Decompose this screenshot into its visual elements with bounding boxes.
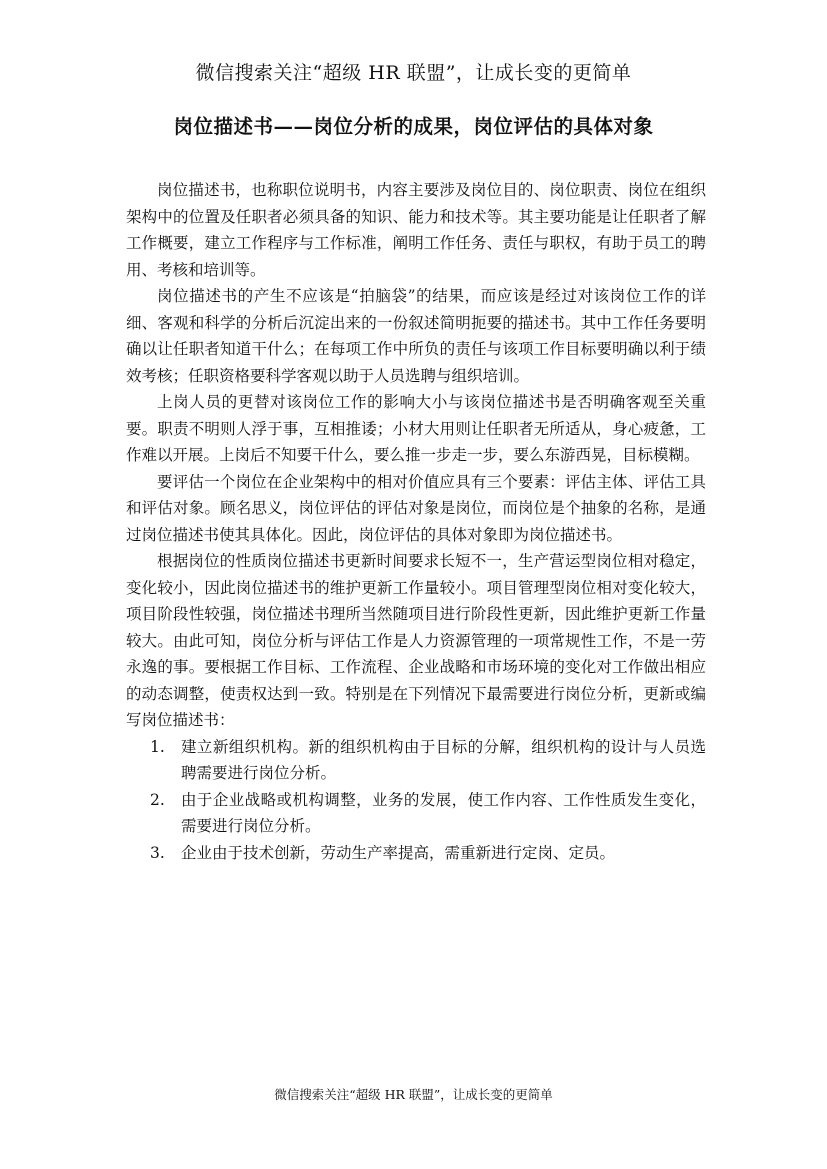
list-item [126,840,706,867]
article-body [126,177,706,866]
page-header: 微信搜索关注“超级 HR 联盟”，让成长变的更简单 [195,62,632,84]
list-item-number: 3. [150,843,165,862]
paragraph: 根据岗位的性质岗位描述书更新时间要求长短不一，生产营运型岗位相对稳定，变化较小，因此岗位描述书的维护更新工作量较小。项目管理型岗位相对变化较大，项目阶段性较强，岗位描述书理所当然随项目进行阶段性更新，因此维护更新工作量较大。由此可知，岗位分析与评估工作是人力资源管理的一项常规性工作，不是一劳永逸的事。要根据工作目标、工作流程、企业战略和市场环境的变化对工作做出相应的动态调整，使责权达到一致。特别是在下列情况下最需要进行岗位分析，更新或编写岗位描述书： [126,552,706,729]
paragraph: 岗位描述书，也称职位说明书，内容主要涉及岗位目的、岗位职责、岗位在组织架构中的位置及任职者必须具备的知识、能力和技术等。其主要功能是让任职者了解工作概要，建立工作程序与工作标准，阐明工作任务、责任与职权，有助于员工的聘用、考核和培训等。 [126,181,706,279]
paragraph: 要评估一个岗位在企业架构中的相对价值应具有三个要素：评估主体、评估工具和评估对象。顾名思义，岗位评估的评估对象是岗位，而岗位是个抽象的名称，是通过岗位描述书使其具体化。因此，岗位评估的具体对象即为岗位描述书。 [126,472,706,544]
list-item-text: 企业由于技术创新，劳动生产率提高，需重新进行定岗、定员。 [181,843,616,862]
list-item [126,734,706,787]
article-title: 岗位描述书——岗位分析的成果，岗位评估的具体对象 [173,115,654,138]
numbered-list [126,734,706,867]
list-item [126,787,706,840]
list-item-number: 2. [150,790,165,809]
paragraph: 岗位描述书的产生不应该是“拍脑袋”的结果，而应该是经过对该岗位工作的详细、客观和科学的分析后沉淀出来的一份叙述简明扼要的描述书。其中工作任务要明确以让任职者知道干什么；在每项工作中所负的责任与该项工作目标要明确以利于绩效考核；任职资格要科学客观以助于人员选聘与组织培训。 [126,287,706,385]
list-item-text: 由于企业战略或机构调整，业务的发展，使工作内容、工作性质发生变化，需要进行岗位分析。 [181,790,706,835]
list-item-text: 建立新组织机构。新的组织机构由于目标的分解，组织机构的设计与人员选聘需要进行岗位分析。 [181,737,706,782]
page-footer: 微信搜索关注“超级 HR 联盟”，让成长变的更简单 [274,1087,553,1102]
paragraph: 上岗人员的更替对该岗位工作的影响大小与该岗位描述书是否明确客观至关重要。职责不明则人浮于事，互相推诿；小材大用则让任职者无所适从，身心疲惫，工作难以开展。上岗后不知要干什么，要么推一步走一步，要么东游西晃，目标模糊。 [126,393,706,464]
list-item-number: 1. [150,737,165,756]
